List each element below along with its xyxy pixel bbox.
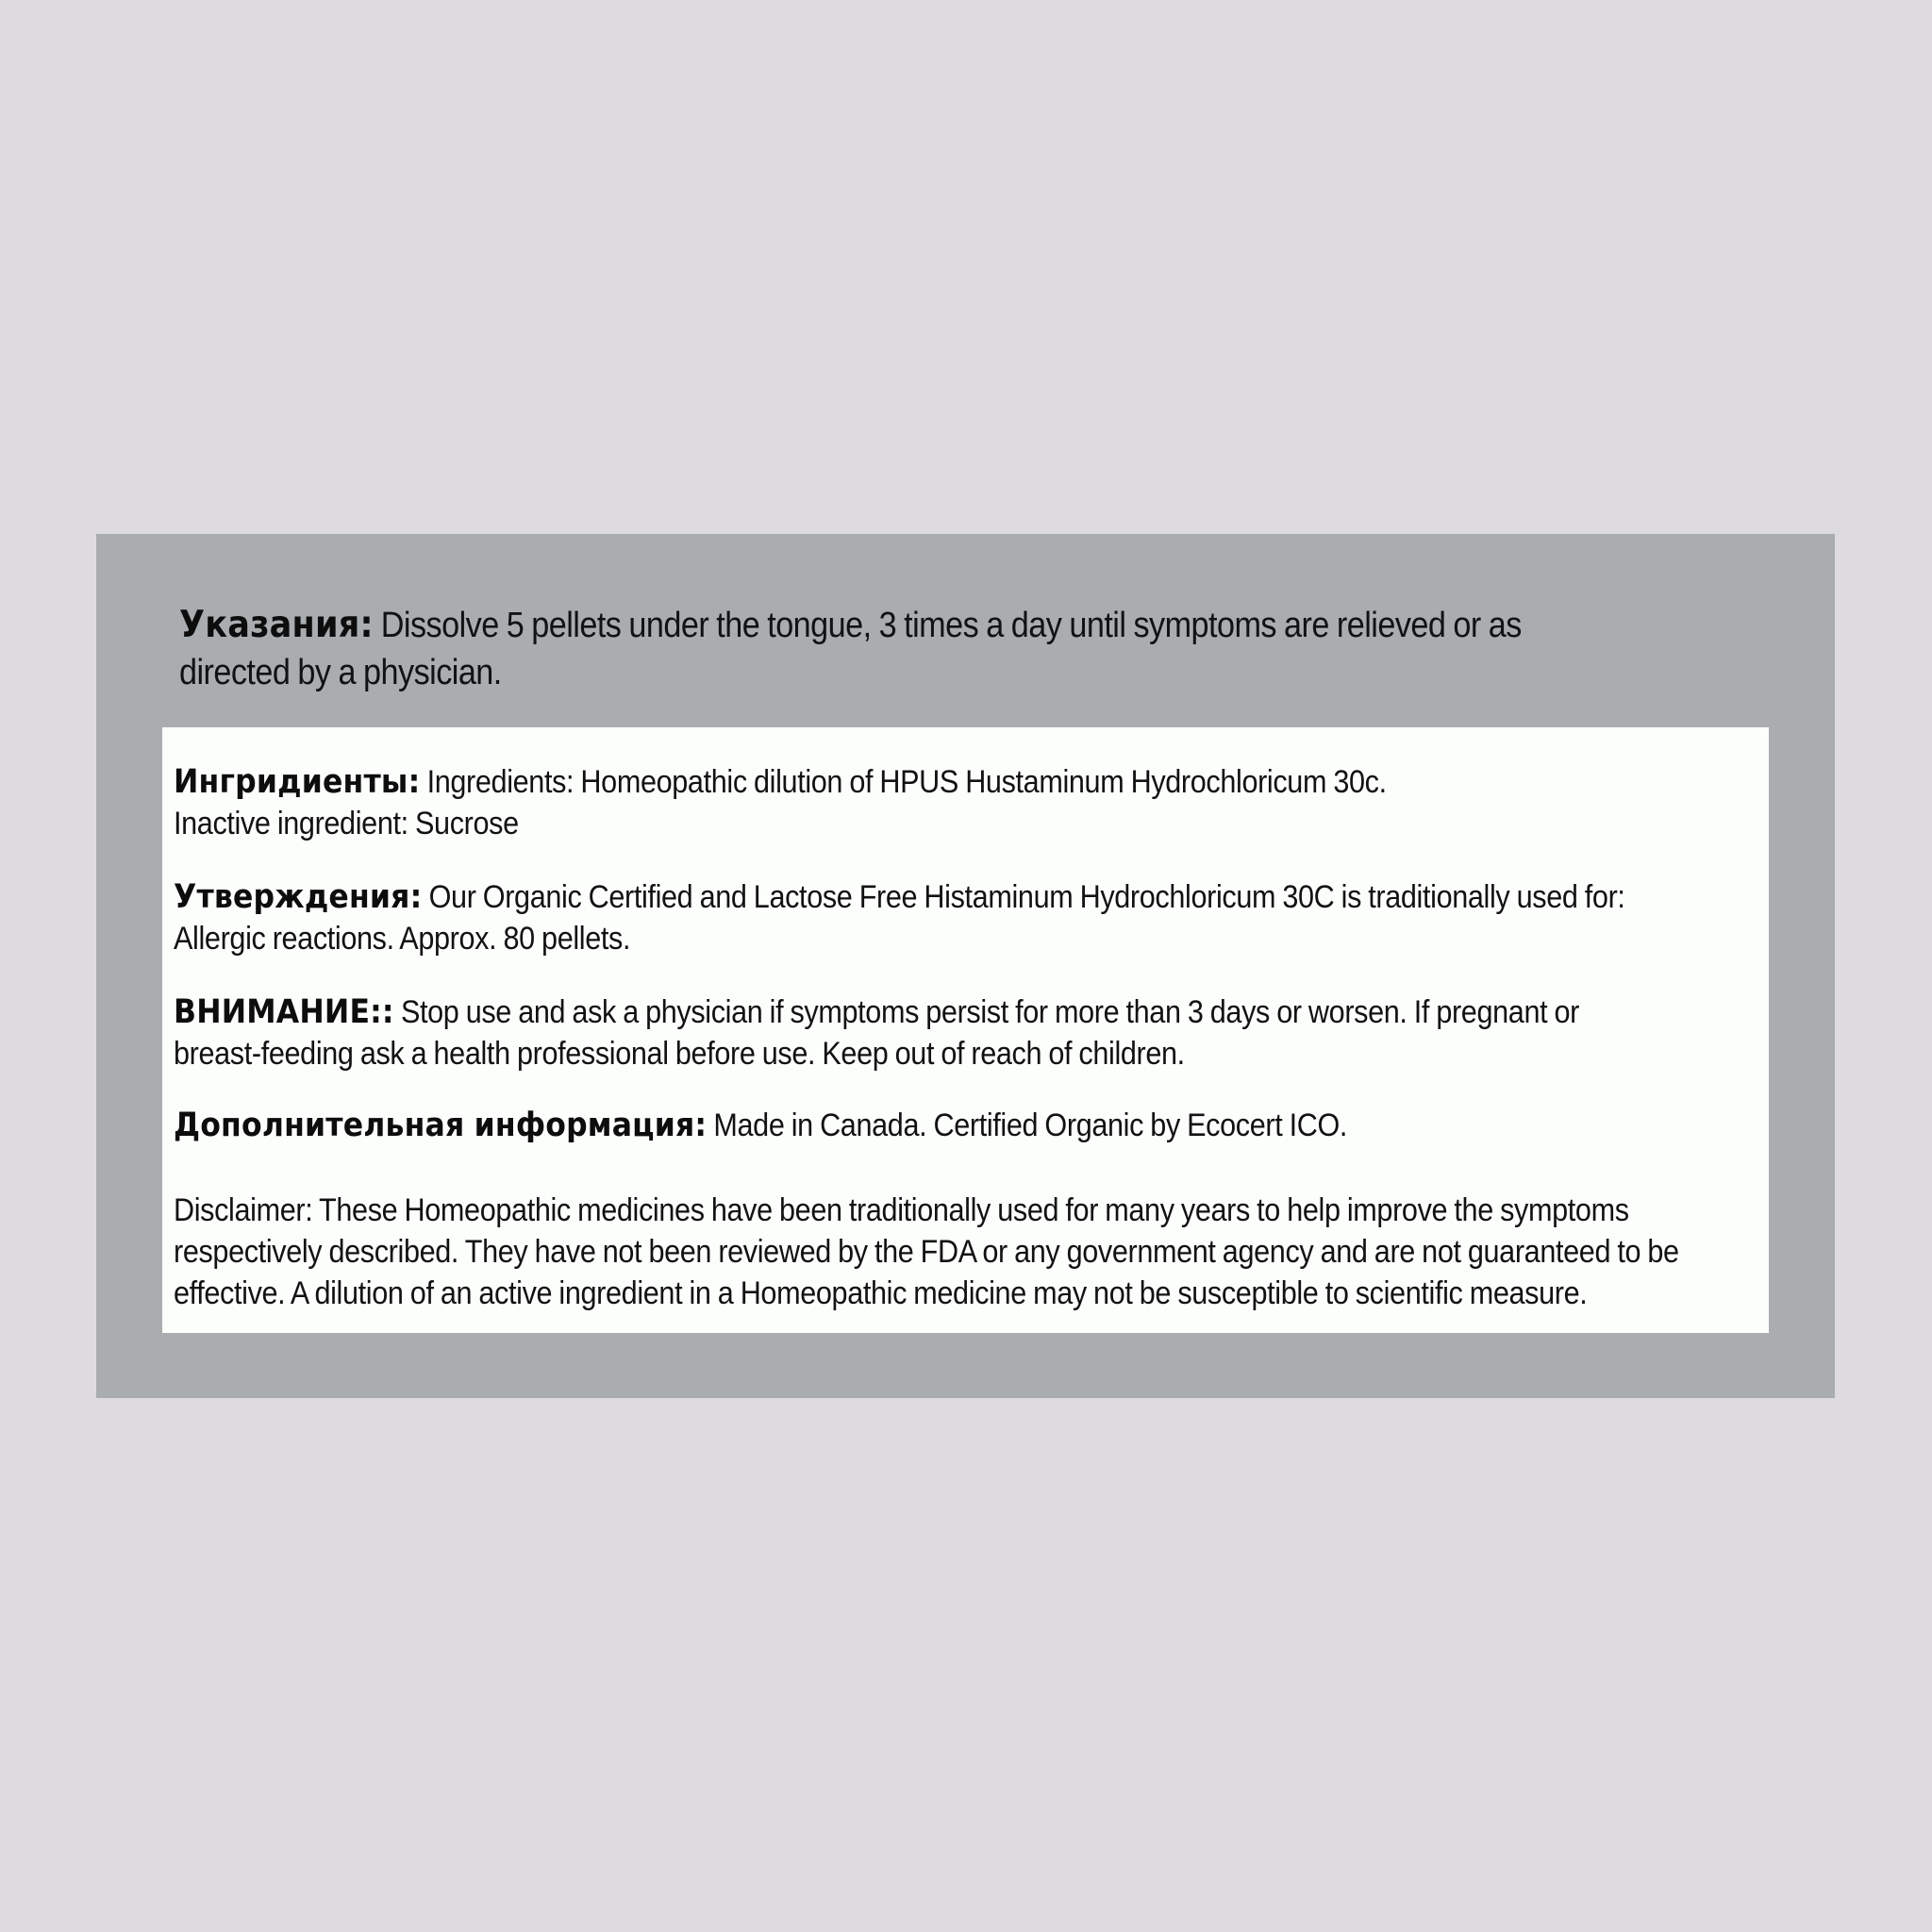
additional-info-line xyxy=(174,1105,1770,1146)
label-panel xyxy=(96,534,1835,1398)
ingredients-line-1 xyxy=(174,761,1770,803)
details-box xyxy=(162,727,1769,1333)
additional-info-text: Made in Canada. Certified Organic by Ecocert ICO. xyxy=(707,1108,1348,1143)
directions-label: Указания: xyxy=(179,604,374,646)
disclaimer-section xyxy=(174,1190,1770,1314)
directions-section xyxy=(179,602,1589,696)
additional-info-section xyxy=(174,1105,1770,1146)
directions-line-1 xyxy=(179,602,1589,649)
warning-section xyxy=(174,991,1770,1074)
warning-line-1 xyxy=(174,991,1770,1033)
claims-text-2: Allergic reactions. Approx. 80 pellets. xyxy=(174,921,631,957)
claims-line-1 xyxy=(174,876,1770,918)
ingredients-label: Ингридиенты: xyxy=(174,763,421,801)
claims-text: Our Organic Certified and Lactose Free Histaminum Hydrochloricum 30C is traditionally used for: xyxy=(422,879,1625,915)
disclaimer-line-1: Disclaimer: These Homeopathic medicines have been traditionally used for many years to help improve the symptoms xyxy=(174,1192,1629,1228)
additional-info-label: Дополнительная информация: xyxy=(174,1107,708,1144)
warning-label: ВНИМАНИЕ:: xyxy=(174,993,394,1031)
ingredients-text: Ingredients: Homeopathic dilution of HPUS Hustaminum Hydrochloricum 30c. xyxy=(420,764,1387,800)
directions-text: Dissolve 5 pellets under the tongue, 3 times a day until symptoms are relieved or as xyxy=(373,606,1522,645)
disclaimer-line-2: respectively described. They have not been reviewed by the FDA or any government agency and are not guaranteed to be xyxy=(174,1234,1679,1270)
warning-text-2: breast-feeding ask a health professional before use. Keep out of reach of children. xyxy=(174,1036,1185,1072)
directions-text-2: directed by a physician. xyxy=(179,653,502,692)
claims-section xyxy=(174,876,1770,959)
disclaimer-line-3: effective. A dilution of an active ingredient in a Homeopathic medicine may not be susceptible to scientific measure. xyxy=(174,1275,1588,1311)
ingredients-section xyxy=(174,761,1770,844)
claims-label: Утверждения: xyxy=(174,878,423,916)
warning-text: Stop use and ask a physician if symptoms persist for more than 3 days or worsen. If pregnant or xyxy=(393,994,1579,1030)
ingredients-text-2: Inactive ingredient: Sucrose xyxy=(174,806,519,841)
